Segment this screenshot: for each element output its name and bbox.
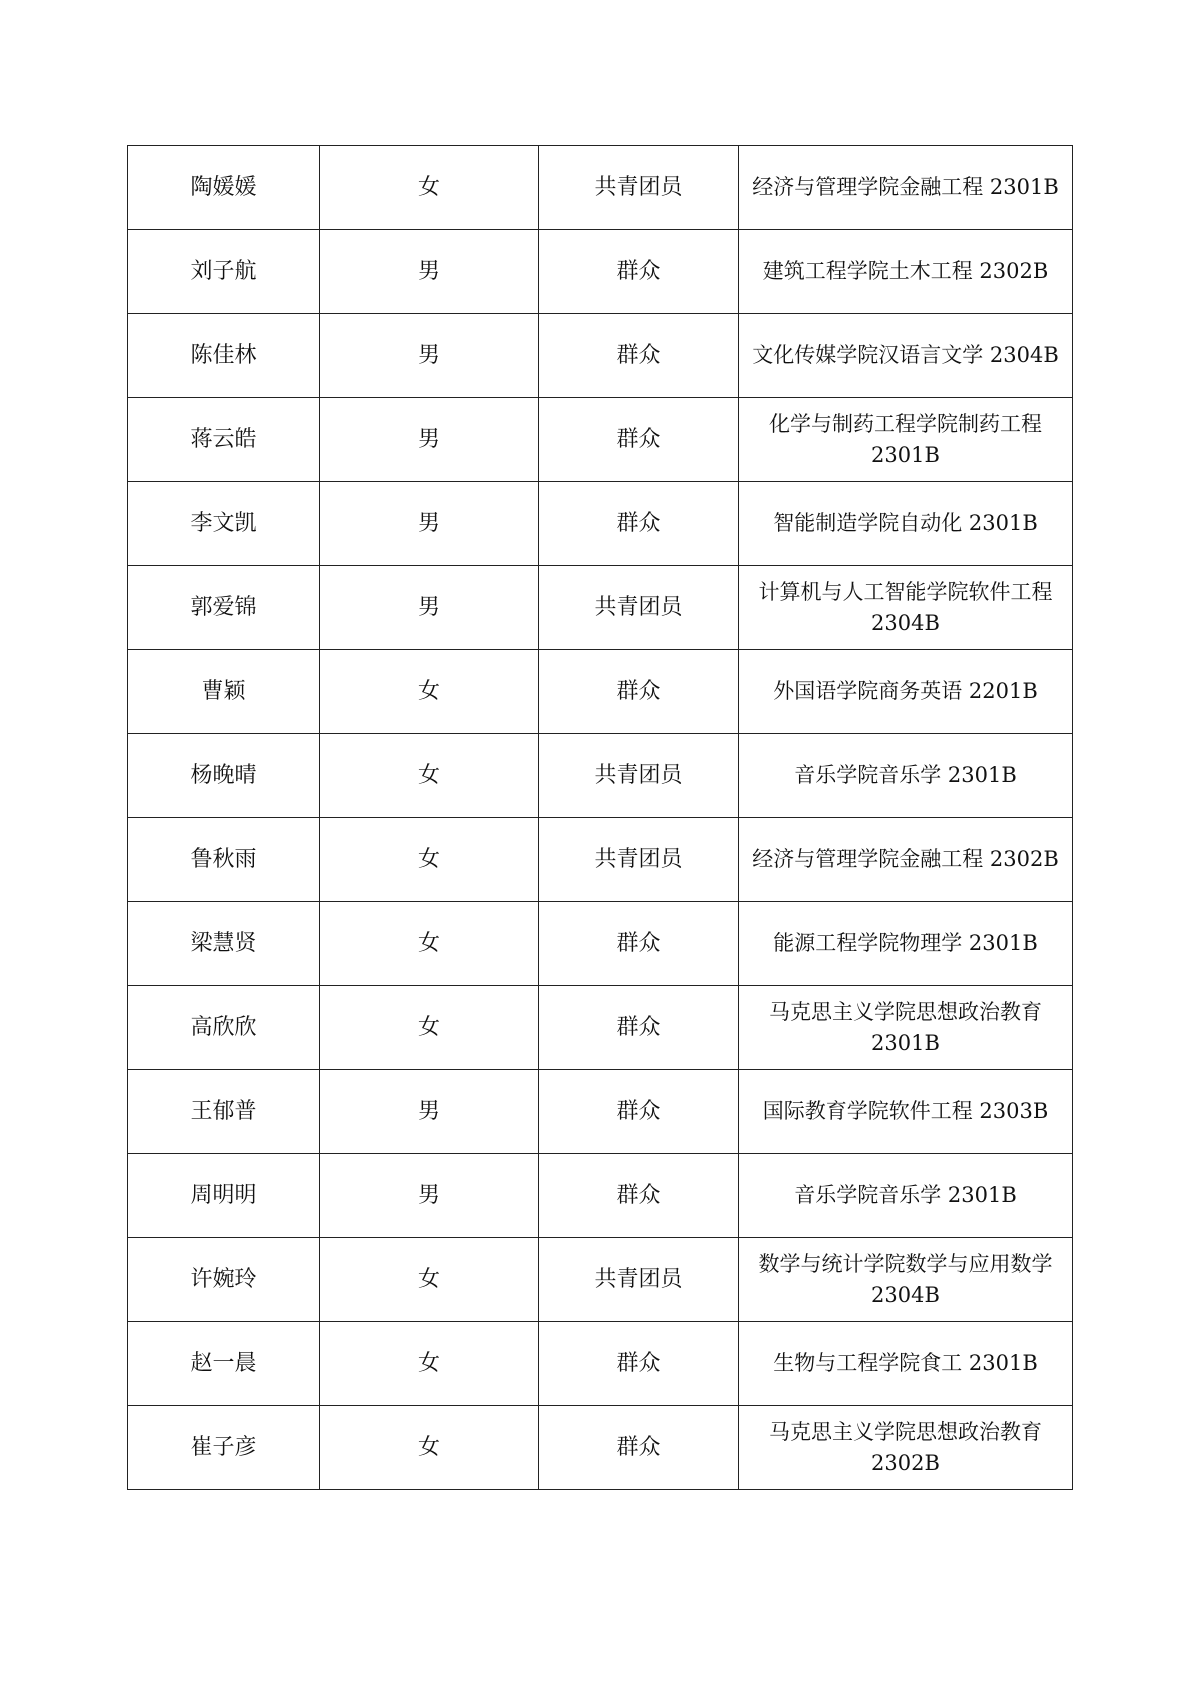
cell-name: 周明明 — [128, 1154, 320, 1238]
table-row — [128, 1070, 1073, 1154]
cell-political-status: 群众 — [539, 1154, 739, 1238]
cell-name: 许婉玲 — [128, 1238, 320, 1322]
table-row — [128, 818, 1073, 902]
cell-name: 蒋云皓 — [128, 398, 320, 482]
cell-gender: 男 — [320, 482, 539, 566]
cell-class: 建筑工程学院土木工程 2302B — [739, 230, 1073, 314]
cell-gender: 男 — [320, 566, 539, 650]
cell-class: 化学与制药工程学院制药工程 2301B — [739, 398, 1073, 482]
cell-class: 外国语学院商务英语 2201B — [739, 650, 1073, 734]
cell-class: 音乐学院音乐学 2301B — [739, 734, 1073, 818]
table-row — [128, 314, 1073, 398]
cell-name: 梁慧贤 — [128, 902, 320, 986]
cell-name: 杨晚晴 — [128, 734, 320, 818]
cell-class: 音乐学院音乐学 2301B — [739, 1154, 1073, 1238]
cell-political-status: 共青团员 — [539, 1238, 739, 1322]
roster-table-body — [128, 146, 1073, 1490]
cell-name: 刘子航 — [128, 230, 320, 314]
cell-political-status: 群众 — [539, 650, 739, 734]
cell-class: 经济与管理学院金融工程 2302B — [739, 818, 1073, 902]
cell-name: 曹颖 — [128, 650, 320, 734]
cell-political-status: 共青团员 — [539, 146, 739, 230]
cell-political-status: 群众 — [539, 1070, 739, 1154]
table-row — [128, 734, 1073, 818]
cell-political-status: 群众 — [539, 986, 739, 1070]
table-row — [128, 566, 1073, 650]
cell-name: 王郁普 — [128, 1070, 320, 1154]
table-row — [128, 1154, 1073, 1238]
cell-gender: 男 — [320, 1154, 539, 1238]
cell-political-status: 群众 — [539, 398, 739, 482]
table-row — [128, 986, 1073, 1070]
table-row — [128, 1406, 1073, 1490]
table-row — [128, 482, 1073, 566]
cell-class: 马克思主义学院思想政治教育 2301B — [739, 986, 1073, 1070]
cell-class: 数学与统计学院数学与应用数学 2304B — [739, 1238, 1073, 1322]
cell-class: 生物与工程学院食工 2301B — [739, 1322, 1073, 1406]
cell-gender: 女 — [320, 650, 539, 734]
cell-name: 郭爱锦 — [128, 566, 320, 650]
cell-class: 计算机与人工智能学院软件工程 2304B — [739, 566, 1073, 650]
cell-name: 陶媛媛 — [128, 146, 320, 230]
table-row — [128, 650, 1073, 734]
table-row — [128, 1238, 1073, 1322]
cell-name: 高欣欣 — [128, 986, 320, 1070]
cell-gender: 女 — [320, 146, 539, 230]
cell-class: 马克思主义学院思想政治教育 2302B — [739, 1406, 1073, 1490]
cell-gender: 女 — [320, 986, 539, 1070]
cell-class: 经济与管理学院金融工程 2301B — [739, 146, 1073, 230]
cell-name: 崔子彦 — [128, 1406, 320, 1490]
cell-class: 智能制造学院自动化 2301B — [739, 482, 1073, 566]
cell-gender: 女 — [320, 902, 539, 986]
cell-name: 赵一晨 — [128, 1322, 320, 1406]
table-row — [128, 902, 1073, 986]
cell-political-status: 共青团员 — [539, 566, 739, 650]
cell-political-status: 群众 — [539, 230, 739, 314]
cell-class: 国际教育学院软件工程 2303B — [739, 1070, 1073, 1154]
table-row — [128, 146, 1073, 230]
roster-table — [127, 145, 1073, 1490]
cell-political-status: 共青团员 — [539, 818, 739, 902]
cell-political-status: 群众 — [539, 1406, 739, 1490]
table-row — [128, 1322, 1073, 1406]
cell-gender: 女 — [320, 1238, 539, 1322]
cell-name: 李文凯 — [128, 482, 320, 566]
cell-gender: 女 — [320, 734, 539, 818]
cell-political-status: 群众 — [539, 314, 739, 398]
cell-class: 文化传媒学院汉语言文学 2304B — [739, 314, 1073, 398]
cell-name: 陈佳林 — [128, 314, 320, 398]
cell-political-status: 群众 — [539, 482, 739, 566]
cell-gender: 男 — [320, 314, 539, 398]
table-row — [128, 230, 1073, 314]
cell-name: 鲁秋雨 — [128, 818, 320, 902]
cell-political-status: 群众 — [539, 1322, 739, 1406]
cell-gender: 男 — [320, 1070, 539, 1154]
cell-gender: 女 — [320, 818, 539, 902]
cell-political-status: 群众 — [539, 902, 739, 986]
cell-gender: 女 — [320, 1322, 539, 1406]
cell-class: 能源工程学院物理学 2301B — [739, 902, 1073, 986]
cell-gender: 男 — [320, 398, 539, 482]
cell-gender: 男 — [320, 230, 539, 314]
cell-political-status: 共青团员 — [539, 734, 739, 818]
table-row — [128, 398, 1073, 482]
cell-gender: 女 — [320, 1406, 539, 1490]
